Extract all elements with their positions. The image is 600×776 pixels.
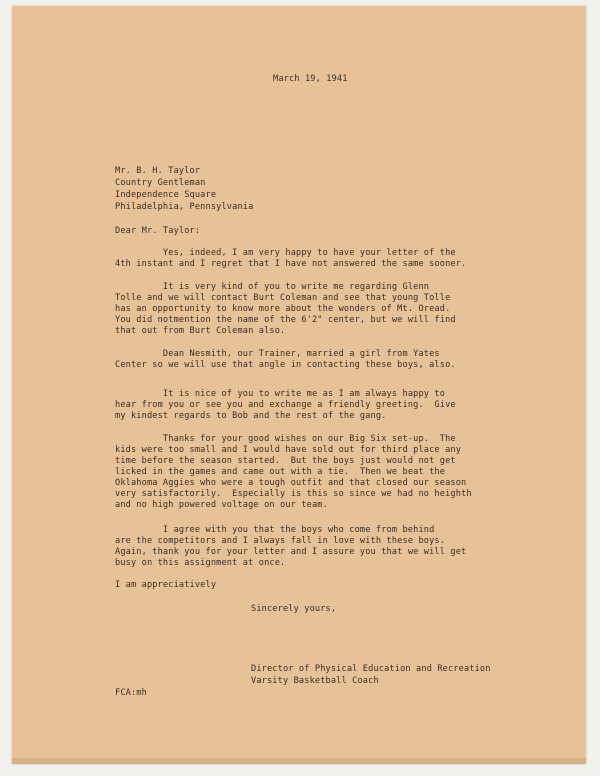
body-line: Oklahoma Aggies who were a tough outfit and that closed our season [115, 478, 467, 488]
signature-title: Director of Physical Education and Recreation [251, 664, 491, 674]
body-line: licked in the games and came out with a tie. Then we beat the [115, 467, 446, 477]
body-line: are the competitors and I always fall in love with these boys. [115, 536, 446, 546]
body-line: 4th instant and I regret that I have not answered the same sooner. [115, 259, 467, 269]
salutation: Dear Mr. Taylor: [115, 226, 201, 236]
body-line: Dean Nesmith, our Trainer, married a girl from Yates [115, 349, 440, 359]
body-line: It is nice of you to write me as I am always happy to [115, 389, 446, 399]
body-line: Thanks for your good wishes on our Big Six set-up. The [115, 434, 456, 444]
body-line: very satisfactorily. Especially is this so since we had no heighth [115, 489, 472, 499]
body-line: Again, thank you for your letter and I assure you that we will get [115, 547, 467, 557]
typist-initials: FCA:mh [115, 688, 147, 698]
body-line: Center so we will use that angle in contacting these boys, also. [115, 360, 456, 370]
address-line: Country Gentleman [115, 178, 206, 188]
body-line: time before the season started. But the boys just would not get [115, 456, 456, 466]
letter-date: March 19, 1941 [273, 74, 348, 84]
body-line: I agree with you that the boys who come from behind [115, 525, 435, 535]
address-line: Philadelphia, Pennsylvania [115, 202, 254, 212]
body-line: You did notmention the name of the 6'2" center, but we will find [115, 315, 456, 325]
body-line: and no high powered voltage on our team. [115, 500, 328, 510]
signature-title: Varsity Basketball Coach [251, 676, 379, 686]
body-line: that out from Burt Coleman also. [115, 326, 286, 336]
body-line: It is very kind of you to write me regarding Glenn [115, 282, 430, 292]
body-line: busy on this assignment at once. [115, 558, 286, 568]
sign-off: Sincerely yours, [251, 604, 337, 614]
body-line: hear from you or see you and exchange a friendly greeting. Give [115, 400, 456, 410]
body-line: Yes, indeed, I am very happy to have your letter of the [115, 248, 456, 258]
address-line: Mr. B. H. Taylor [115, 166, 201, 176]
letter-page [12, 6, 586, 764]
body-line: has an opportunity to know more about the wonders of Mt. Oread. [115, 304, 451, 314]
address-line: Independence Square [115, 190, 217, 200]
body-line: my kindest regards to Bob and the rest of the gang. [115, 411, 387, 421]
closing-line: I am appreciatively [115, 580, 217, 590]
body-line: kids were too small and I would have sold out for third place any [115, 445, 462, 455]
body-line: Tolle and we will contact Burt Coleman and see that young Tolle [115, 293, 451, 303]
